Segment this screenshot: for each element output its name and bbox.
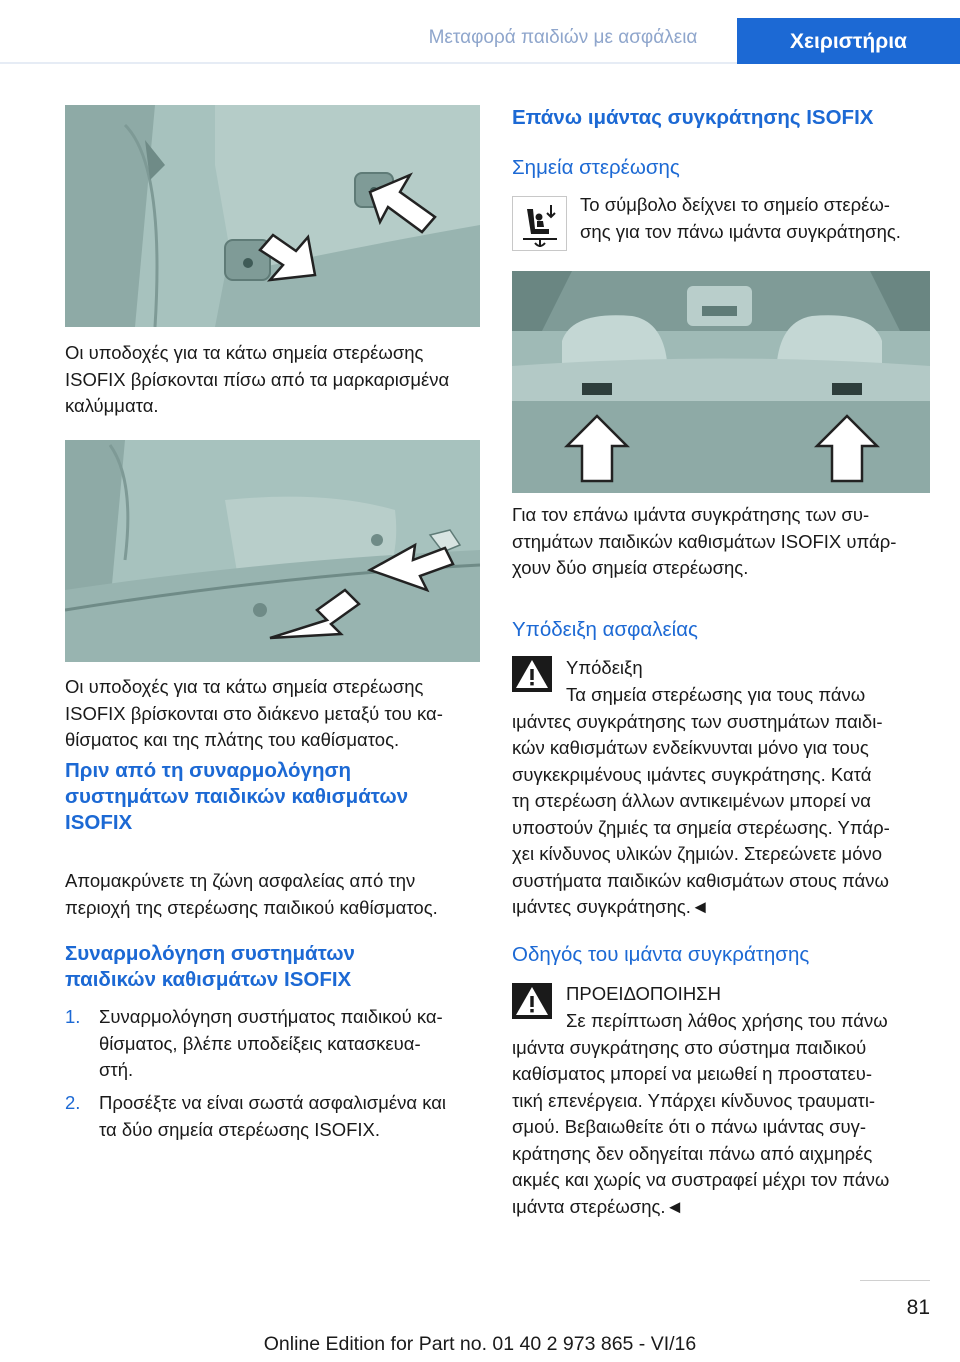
step-text	[99, 1004, 480, 1084]
footer-edition: Online Edition for Part no. 01 40 2 973 865 - VI/16	[263, 1333, 697, 1355]
text-line: κράτησης δεν οδηγείται πάνω από αιχμηρές	[512, 1142, 873, 1164]
text-line: ιμάντες συγκράτησης των συστημάτων παιδι‐	[512, 710, 883, 732]
heading-before-assembly	[65, 758, 480, 836]
top-tether-anchors-photo	[512, 271, 930, 493]
step-text	[99, 1090, 480, 1143]
caption-line: καλύμματα.	[65, 395, 159, 416]
step-line: Συναρμολόγηση συστήματος παιδικού κα‐	[99, 1006, 443, 1027]
text-line: χει κίνδυνος υλικών ζημιών. Στερεώνετε μόνο	[512, 843, 883, 864]
heading-top-tether: Επάνω ιμάντας συγκράτησης ISOFIX	[512, 106, 874, 129]
symbol-description	[580, 192, 930, 245]
step-line: τα δύο σημεία στερέωσης ISOFIX.	[99, 1118, 381, 1140]
step-number: 1.	[65, 1006, 81, 1027]
caption-line: Οι υποδοχές για τα κάτω σημεία στερέωσης	[65, 342, 424, 363]
header-rule	[0, 62, 737, 64]
heading-safety-note: Υπόδειξη ασφαλείας	[512, 618, 698, 641]
text-line: περιοχή της στερέωσης παιδικού καθίσματος.	[65, 896, 438, 918]
text-line: ιμάντες συγκράτησης.◄	[512, 896, 710, 917]
text-line: Σε περίπτωση λάθος χρήσης του πάνω	[566, 1010, 888, 1031]
text-line: Τα σημεία στερέωσης για τους πάνω	[566, 684, 866, 705]
warning-label: ΠΡΟΕΙΔΟΠΟΙΗΣΗ	[566, 983, 721, 1004]
text-line: κών καθισμάτων ενδείκνυνται μόνο για τους	[512, 737, 869, 758]
child-seat-anchor-icon	[512, 196, 567, 251]
heading-line: συστημάτων παιδικών καθισμάτων	[65, 785, 409, 808]
text-line: συγκεκριμένους ιμάντες συγκράτησης. Κατά	[512, 763, 872, 785]
text-line: ακμές και χωρίς να συστραφεί μέχρι τον πάνω	[512, 1169, 890, 1190]
caption-line: ISOFIX βρίσκονται στο διάκενο μεταξύ του κα‐	[65, 702, 443, 724]
text-line: ιμάντα συγκράτησης στο σύστημα παιδικού	[512, 1036, 867, 1058]
heading-anchor-points: Σημεία στερέωσης	[512, 156, 680, 179]
step-line: στή.	[99, 1059, 134, 1080]
caption-line: Οι υποδοχές για τα κάτω σημεία στερέωσης	[65, 676, 424, 697]
page-number: 81	[906, 1296, 930, 1319]
text-line: Απομακρύνετε τη ζώνη ασφαλείας από την	[65, 870, 416, 891]
text-line: Το σύμβολο δείχνει το σημείο στερέω‐	[580, 194, 890, 215]
heading-line: ISOFIX	[65, 811, 133, 834]
isofix-gap-photo	[65, 440, 480, 662]
text-line: τη στερέωση άλλων αντικειμένων μπορεί να	[512, 790, 871, 811]
text-line: υποστούν ζημιές τα σημεία στερέωσης. Υπάρ‐	[512, 816, 890, 838]
heading-line: παιδικών καθισμάτων ISOFIX	[65, 968, 352, 991]
before-assembly-text	[65, 868, 480, 921]
footer-rule	[860, 1280, 930, 1281]
step-line: Προσέξτε να είναι σωστά ασφαλισμένα και	[99, 1092, 447, 1113]
safety-note-text	[512, 682, 930, 921]
heading-tether-guide: Οδηγός του ιμάντα συγκράτησης	[512, 943, 810, 966]
step-number: 2.	[65, 1092, 81, 1113]
text-line: σης για τον πάνω ιμάντα συγκράτησης.	[580, 220, 901, 242]
caption-isofix-covers	[65, 340, 480, 420]
heading-assembly	[65, 941, 480, 993]
warning-text	[512, 1008, 930, 1220]
heading-line: Συναρμολόγηση συστημάτων	[65, 942, 355, 965]
caption-line: ISOFIX βρίσκονται πίσω από τα μαρκαρισμένα	[65, 368, 450, 390]
text-line: συστήματα παιδικών καθισμάτων στους πάνω	[512, 869, 889, 891]
text-line: χουν δύο σημεία στερέωσης.	[512, 557, 749, 578]
safety-note-label: Υπόδειξη	[566, 657, 643, 678]
isofix-covers-photo	[65, 105, 480, 327]
text-line: στημάτων παιδικών καθισμάτων ISOFIX υπάρ‐	[512, 530, 897, 552]
top-tether-description	[512, 502, 930, 582]
text-line: τική επενέργεια. Υπάρχει κίνδυνος τραυματι‐	[512, 1089, 876, 1111]
text-line: σμού. Βεβαιωθείτε ότι ο πάνω ιμάντας συγ‐	[512, 1116, 867, 1137]
heading-line: Πριν από τη συναρμολόγηση	[65, 759, 352, 782]
text-line: ιμάντα στερέωσης.◄	[512, 1195, 684, 1217]
caption-isofix-gap	[65, 674, 480, 754]
step-line: θίσματος, βλέπε υποδείξεις κατασκευα‐	[99, 1032, 421, 1054]
header-chapter-tab: Χειριστήρια	[737, 18, 960, 64]
header-section-title: Μεταφορά παιδιών με ασφάλεια	[428, 27, 698, 48]
caption-line: θίσματος και της πλάτης του καθίσματος.	[65, 729, 400, 750]
text-line: καθίσματος μπορεί να μειωθεί η προστατευ‐	[512, 1063, 873, 1084]
page-header	[0, 0, 960, 64]
text-line: Για τον επάνω ιμάντα συγκράτησης των συ‐	[512, 504, 870, 525]
